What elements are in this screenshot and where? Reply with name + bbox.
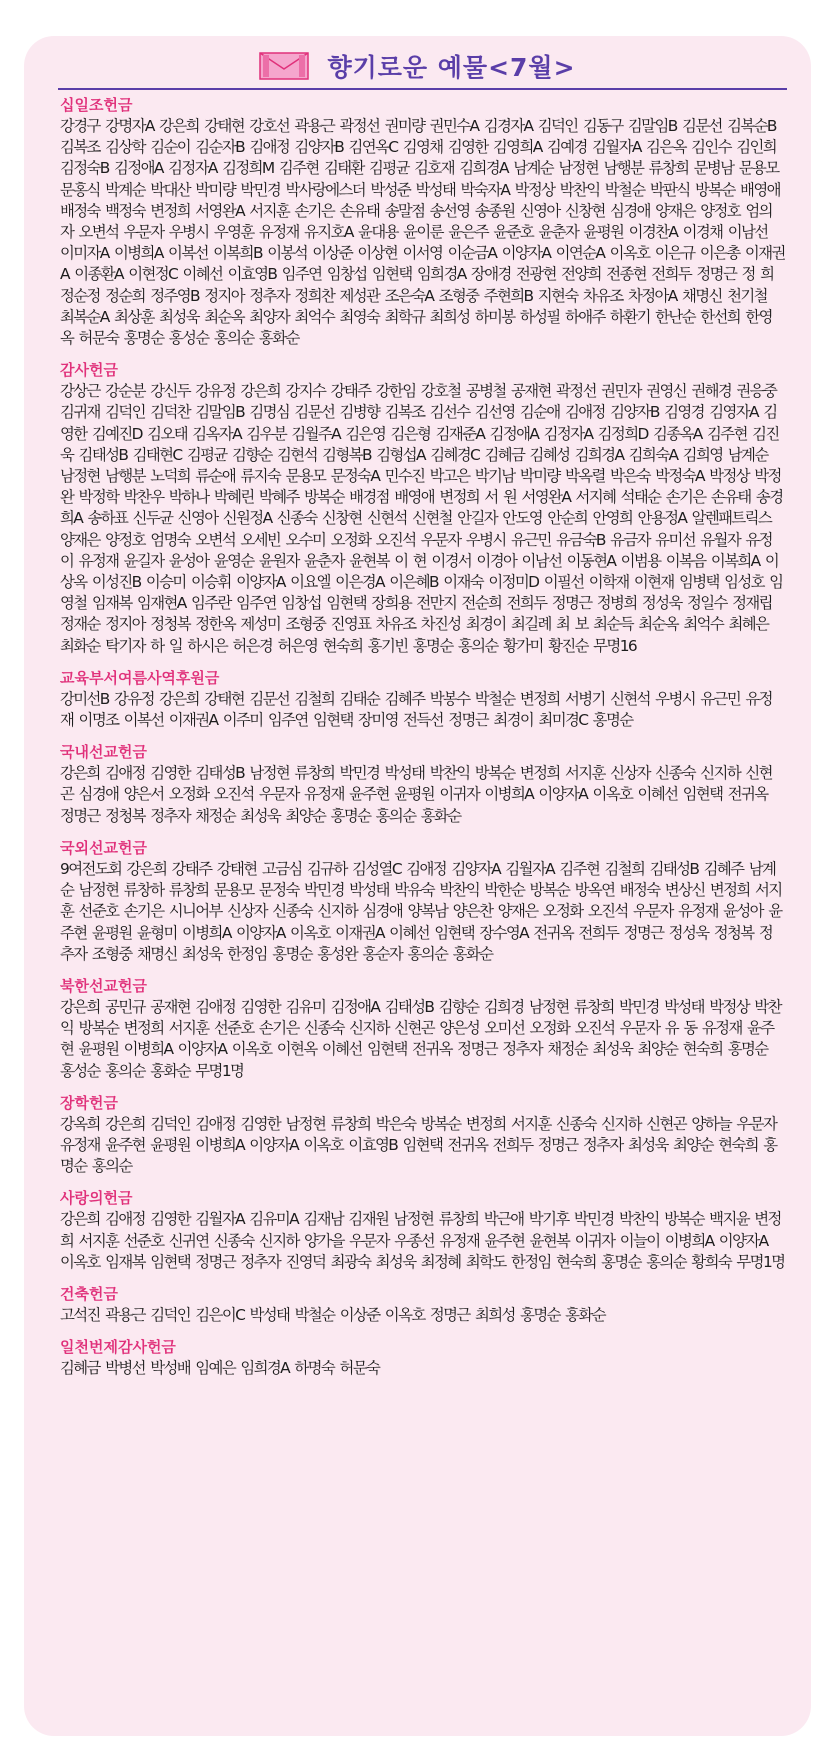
- section-title: 감사헌금: [60, 361, 118, 380]
- section-title: 북한선교헌금: [60, 976, 147, 995]
- header: [24, 46, 811, 86]
- section-title: 교육부서여름사역후원금: [60, 668, 220, 687]
- offering-card: [24, 36, 811, 1736]
- section-title: 장학헌금: [60, 1093, 118, 1112]
- gift-envelope-icon: [259, 52, 309, 80]
- donor-names: 고석진 곽용근 김덕인 김은이C 박성태 박철순 이상준 이옥호 정명근 최희성 홍명순 홍화순: [60, 1305, 605, 1324]
- donor-names: 김혜금 박병선 박성배 임예은 임희경A 하명숙 허문숙: [60, 1359, 380, 1378]
- section-education-summer: [60, 667, 785, 731]
- donor-names: 강은희 공민규 공재현 김애정 김영한 김유미 김정애A 김태성B 김향순 김희경 남정현 류창희 박민경 박성태 박정상 박찬익 방복순 변정희 서지훈 선준호 손기은 신종숙 신지하 신현곤 양은성 오미선 오정화 오진석 우문자 유 동 유정재 윤주현 윤평원 이병희A 이양자A 이옥호 이현옥 이혜선 임현택 전귀옥 정명근 정추자 채정순 최성욱 최양순 현숙희 홍명순 홍성순 홍의순 홍화순 무명1명: [60, 997, 781, 1080]
- section-title: 국내선교헌금: [60, 743, 147, 762]
- section-title: 사랑의헌금: [60, 1189, 133, 1208]
- donor-names: 강은희 김애정 김영한 김월자A 김유미A 김재남 김재원 남정현 류창희 박근애 박기후 박민경 박찬익 방복순 백지윤 변정희 서지훈 선준호 신귀연 신종숙 신지하 양가을 우문자 우종선 유정재 윤주현 윤현복 이귀자 이늘이 이병희A 이양자A 이옥호 임재복 임현택 정명근 정추자 진영덕 최광숙 최성욱 최정혜 최학도 한정임 현숙희 홍명순 홍의순 황희숙 무명1명: [60, 1210, 785, 1271]
- donor-names: 강경구 강명자A 강은희 강태현 강호선 곽용근 곽정선 권미량 권민수A 김경자A 김덕인 김동구 김말임B 김문선 김복순B 김복조 김상학 김순이 김순자B 김애정 김양자B 김연옥C 김영채 김영한 김영희A 김예경 김월자A 김은옥 김인수 김인희 김정숙B 김정애A 김정자A 김정희M 김주현 김태환 김평균 김호재 김희경A 남계순 남정현 남행분 류창희 문병남 문용모 문홍식 박계순 박대산 박미량 박민경 박사랑에스더 박성준 박성태 박숙자A 박정상 박찬익 박철순 박판식 방복순 배영애 배정숙 백정숙 변정희 서영완A 서지훈 손기은 손유태 송말점 송선영 송종원 신영아 신창현 심경애 양재은 양정호 엄의자 오변석 우문자 우병시 우영훈 유정재 유지호A 윤대용 윤이룬 윤은주 윤준호 윤춘자 윤평원 이경찬A 이경채 이남선 이미자A 이병희A 이복선 이복희B 이봉석 이상준 이상현 이서영 이순금A 이양자A 이연순A 이옥호 이은규 이은총 이재권A 이종환A 이현정C 이혜선 이효영B 임주연 임창섭 임현택 임희경A 장애경 전광현 전양희 전종현 전희두 정명근 정 희 정순정 정순희 정주영B 정지아 정추자 정희찬 제성관 조은숙A 조형중 주현희B 지현숙 차유조 차정아A 채명신 천기철 최복순A 최상훈 최성욱 최순옥 최양자 최억수 최영숙 최학규 최희성 하미봉 하성필 하애주 하환기 한난순 한선희 한영옥 허문숙 홍명순 홍성순 홍의순 홍화순: [60, 117, 785, 348]
- donor-names: 강상근 강순분 강신두 강유정 강은희 강지수 강태주 강한임 강호철 공병철 공재현 곽정선 권민자 권영신 권해경 권응중 김귀재 김덕인 김덕찬 김말임B 김명심 김문선 김병향 김복조 김선수 김선영 김순애 김애정 김양자B 김영경 김영자A 김영한 김예진D 김오태 김옥자A 김우분 김월주A 김은영 김은형 김재준A 김정애A 김정자A 김정희D 김종옥A 김주현 김진욱 김태성B 김태현C 김평균 김향순 김현석 김형복B 김형섭A 김혜경C 김혜금 김혜성 김희경A 김희숙A 김희영 남계순 남정현 남행분 노덕희 류순애 류지숙 문용모 문정숙A 민수진 박고은 박기남 박미량 박옥렬 박은숙 박정숙A 박정상 박정완 박정학 박찬우 박하나 박혜린 박혜주 방복순 배경점 배영애 변정희 서 원 서영완A 서지혜 석태순 손기은 손유태 송경희A 송하표 신두균 신영아 신원정A 신종숙 신창현 신현석 신현철 안길자 안도영 안순희 안영희 안용정A 알렌패트릭스 양재은 양정호 엄명숙 오변석 오세빈 오수미 오정화 오진석 우문자 우병시 유근민 유금숙B 유금자 유미선 유월자 유정이 유정재 윤길자 윤성아 윤영순 윤원자 윤춘자 윤현복 이 현 이경서 이경아 이남선 이동현A 이범용 이복음 이복희A 이상옥 이성진B 이승미 이승휘 이양자A 이요엘 이은경A 이은혜B 이재숙 이정미D 이필선 이학재 이현재 임병택 임성호 임영철 임재복 임재현A 임주란 임주연 임창섭 임현택 장희용 전만지 전순희 전희두 정명근 정병희 정성욱 정일수 정재립 정재순 정지아 정청복 정한옥 제성미 조형중 진영표 차유조 차진성 최경이 최길례 최 보 최순득 최순옥 최억수 최혜은 최화순 탁기자 하 일 하시은 허은경 허은영 현숙희 홍기빈 홍명순 홍의순 황가미 황진순 무명16: [60, 382, 783, 655]
- donor-names: 9여전도회 강은희 강태주 강태현 고금심 김규하 김성열C 김애정 김양자A 김월자A 김주현 김철희 김태성B 김혜주 남계순 남정현 류창하 류창희 문용모 문정숙 박민경 박성태 박유숙 박찬익 박한순 방복순 방옥연 배정숙 변상신 변정희 서지훈 선준호 손기은 시니어부 신상자 신종숙 신지하 심경애 양복남 양은찬 양재은 오정화 오진석 우문자 유정재 윤성아 윤주현 윤평원 윤형미 이병희A 이양자A 이옥호 이재권A 이혜선 임현택 장수영A 전귀옥 전희두 정명근 정성욱 정청복 정추자 조형중 채명신 최성욱 한정임 홍명순 홍성완 홍순자 홍의순 홍화순: [60, 859, 782, 963]
- section-north-korea-mission: [60, 975, 785, 1082]
- section-title: 일천번제감사헌금: [60, 1338, 176, 1357]
- section-title: 국외선교헌금: [60, 838, 147, 857]
- section-building: [60, 1283, 785, 1326]
- section-tithe: [60, 94, 785, 349]
- page-title: 향기로운 예물<7월>: [327, 53, 576, 82]
- section-thanksgiving: [60, 359, 785, 657]
- donor-names: 강은희 김애정 김영한 김태성B 남정현 류창희 박민경 박성태 박찬익 방복순 변정희 서지훈 신상자 신종숙 신지하 신현곤 심경애 양은서 오정화 오진석 우문자 유정재 윤주현 윤평원 이귀자 이병희A 이양자A 이옥호 이혜선 임현택 전귀옥 정명근 정청복 정추자 채정순 최성욱 최양순 홍명순 홍의순 홍화순: [60, 764, 772, 825]
- section-love: [60, 1187, 785, 1273]
- donor-names: 강옥희 강은희 김덕인 김애정 김영한 남정현 류창희 박은숙 방복순 변정희 서지훈 신종숙 신지하 신현곤 양하늘 우문자 유정재 윤주현 윤평원 이병희A 이양자A 이옥호 이효영B 임현택 전귀옥 전희두 정명근 정추자 최성욱 최양순 현숙희 홍명순 홍의순: [60, 1114, 777, 1176]
- section-thousand-offering: [60, 1336, 785, 1379]
- donor-names: 강미선B 강유정 강은희 강태현 김문선 김철희 김태순 김혜주 박봉수 박철순 변정희 서병기 신현석 우병시 유근민 유정재 이명조 이복선 이재권A 이주미 임주연 임현택 장미영 전득선 정명근 최경이 최미경C 홍명순: [60, 689, 772, 730]
- section-title: 건축헌금: [60, 1284, 118, 1303]
- section-title: 십일조헌금: [60, 96, 133, 114]
- section-scholarship: [60, 1092, 785, 1178]
- section-foreign-mission: [60, 837, 785, 965]
- section-domestic-mission: [60, 741, 785, 827]
- title-divider: [58, 88, 787, 90]
- offering-sections: [60, 94, 785, 1389]
